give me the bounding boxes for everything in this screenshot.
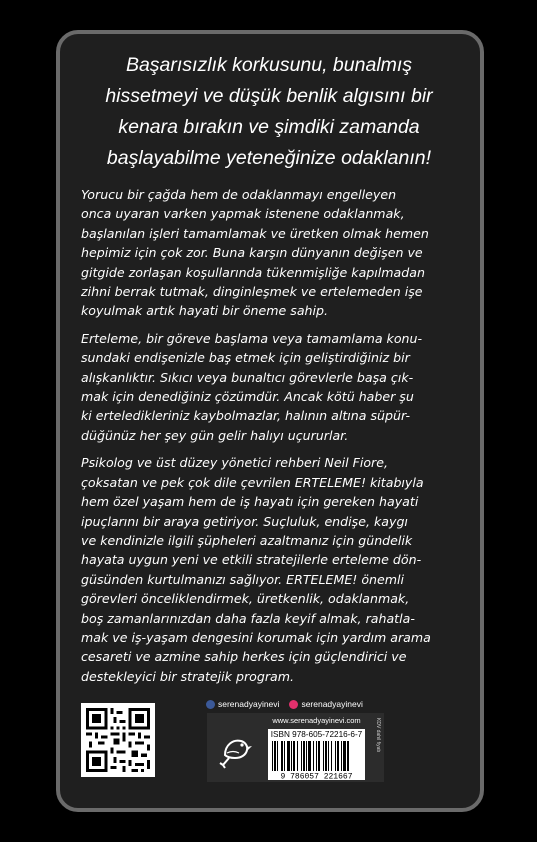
blurb-paragraph-1 xyxy=(81,185,461,321)
text-line: onca uyaran varken yapmak istenene odaklanmak, xyxy=(81,206,405,222)
text-line: cesareti ve azmine sahip herkes için güçlendirici ve xyxy=(81,649,407,665)
publisher-website[interactable]: www.serenadyayinevi.com xyxy=(272,716,361,725)
price-note: KDV dahil fiyatı xyxy=(375,718,381,753)
text-line: zihni berrak tutmak, dinginleşmek ve ertelemeden işe xyxy=(81,284,423,300)
headline-line: Başarısızlık korkusunu, bunalmış xyxy=(125,54,413,76)
headline-line: başlayabilme yeteneğinize odaklanın! xyxy=(106,147,432,169)
headline-line: kenara bırakın ve şimdiki zamanda xyxy=(118,116,420,138)
text-line: hayata uygun yeni ve etkili stratejilerle erteleme dön- xyxy=(81,552,422,568)
instagram-icon xyxy=(289,700,298,709)
text-line: alışkanlıktır. Sıkıcı veya bunaltıcı görevlerle başa çık- xyxy=(81,369,414,385)
facebook-handle[interactable]: serenadyayinevi xyxy=(218,699,280,709)
instagram-handle[interactable]: serenadyayinevi xyxy=(301,699,363,709)
text-line: gitgide zorlaşan koşullarında tükenmişliğe kapılmadan xyxy=(81,264,425,280)
text-line: çoksatan ve pek çok dile çevrilen ERTELEME! kitabıyla xyxy=(81,474,424,490)
barcode xyxy=(268,740,365,780)
text-line: Psikolog ve üst düzey yönetici rehberi Neil Fiore, xyxy=(81,455,388,471)
text-line: ve kendinizle ilgili şüpheleri azaltmanız için gündelik xyxy=(81,532,413,548)
isbn-label: ISBN 978-605-72216-6-7 xyxy=(268,729,365,740)
headline xyxy=(72,50,466,174)
social-links xyxy=(206,697,363,711)
text-line: destekleyici bir stratejik program. xyxy=(81,668,294,684)
text-line: ipuçlarını bir araya getiriyor. Suçluluk, endişe, kaygı xyxy=(81,513,408,529)
text-line: Erteleme, bir göreve başlama veya tamamlama konu- xyxy=(81,330,423,346)
text-line: Yorucu bir çağda hem de odaklanmayı engelleyen xyxy=(81,187,397,202)
qr-code[interactable] xyxy=(81,703,155,777)
bird-key-logo-icon xyxy=(211,717,263,779)
headline-line: hissetmeyi ve düşük benlik algısını bir xyxy=(105,85,433,107)
text-line: görevleri önceliklendirmek, üretkenlik, odaklanmak, xyxy=(81,591,410,607)
text-line: sundaki endişenizle baş etmek için geliştirdiğiniz bir xyxy=(81,350,410,366)
text-line: mak için denediğiniz çözümdür. Ancak kötü haber şu xyxy=(81,389,414,405)
blurb-paragraph-3 xyxy=(81,453,461,686)
blurb xyxy=(81,185,461,694)
blurb-paragraph-2 xyxy=(81,329,461,445)
facebook-icon xyxy=(206,700,215,709)
text-line: boş zamanlarınızdan daha fazla keyif almak, rahatla- xyxy=(81,610,415,626)
text-line: düğünüz her şey gün gelir halıyı uçururlar. xyxy=(81,427,349,443)
text-line: koyulmak artık hayati bir öneme sahip. xyxy=(81,303,329,319)
isbn-panel xyxy=(264,716,369,780)
text-line: hepimiz için çok zor. Buna karşın dünyanın değişen ve xyxy=(81,245,423,261)
text-line: ki erteledikleriniz kaybolmazlar, halının altına süpür- xyxy=(81,408,411,424)
publisher-logo xyxy=(211,717,263,779)
barcode-digits: 9 786057 221667 xyxy=(280,772,353,780)
barcode-lines xyxy=(268,740,365,780)
text-line: başlanılan işleri tamamlamak ve üretken olmak hemen xyxy=(81,225,429,241)
text-line: mak ve iş-yaşam dengesini korumak için yardım arama xyxy=(81,629,431,645)
text-line: hem özel yaşam hem de iş hayatı için gereken hayati xyxy=(81,494,419,510)
qr-code-pattern xyxy=(86,708,150,772)
text-line: güsünden kurtulmanızı sağlıyor. ERTELEME! önemli xyxy=(81,571,405,587)
